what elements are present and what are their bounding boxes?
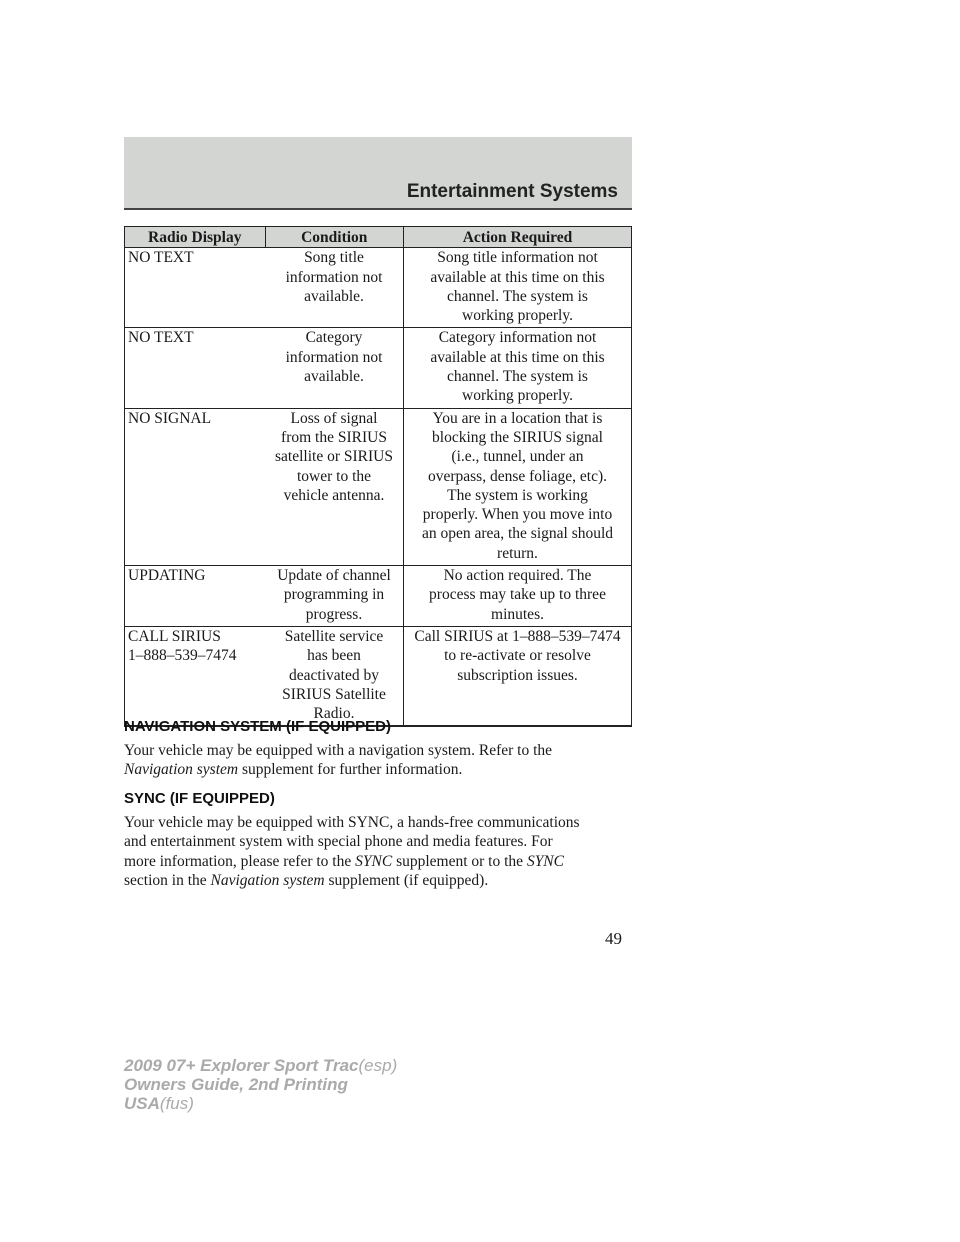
cell-line: working properly. [462, 307, 573, 325]
cell-line: No action required. The [443, 567, 592, 585]
cell-line: NO TEXT [128, 249, 194, 267]
condition-cell [265, 328, 404, 408]
cell-line: available. [304, 368, 364, 386]
radio-display-cell [125, 566, 266, 627]
sync-ref-1: SYNC [355, 852, 397, 870]
cell-line: to re-activate or resolve [444, 647, 591, 665]
section-header-band [124, 137, 632, 208]
table-row [125, 408, 632, 565]
sync-paragraph [124, 813, 644, 890]
radio-display-cell [125, 328, 266, 408]
column-header-action-required: Action Required [404, 227, 632, 248]
navigation-paragraph [124, 741, 644, 780]
table-row [125, 328, 632, 408]
cell-line: has been [307, 647, 361, 665]
cell-line: Song title [304, 249, 364, 267]
cell-line: Call SIRIUS at 1–888–539–7474 [414, 627, 621, 645]
footer-model-code: (esp) [358, 1056, 398, 1075]
table-row [125, 566, 632, 627]
cell-line: from the SIRIUS [281, 428, 387, 446]
cell-line: CALL SIRIUS [128, 627, 221, 645]
column-header-condition: Condition [265, 227, 404, 248]
footer-model: 2009 07+ Explorer Sport Trac [124, 1056, 359, 1075]
cell-line: progress. [305, 605, 363, 623]
cell-line: You are in a location that is [432, 409, 603, 427]
cell-line: an open area, the signal should [421, 525, 614, 543]
cell-line: minutes. [491, 605, 544, 623]
column-header-radio-display: Radio Display [125, 227, 266, 248]
table-row [125, 248, 632, 328]
cell-line: process may take up to three [429, 586, 606, 604]
action-required-cell [404, 328, 632, 408]
page-number: 49 [605, 929, 622, 948]
cell-line: information not [285, 268, 383, 286]
sync-line-2: and entertainment system with special phone and media features. For [124, 833, 553, 851]
header-rule [124, 208, 632, 210]
cell-line: blocking the SIRIUS signal [432, 428, 603, 446]
cell-line: properly. When you move into [422, 506, 613, 524]
sync-text-5: section in the [124, 871, 211, 889]
cell-line: Update of channel [277, 567, 391, 585]
footer-market-code: (fus) [159, 1094, 194, 1113]
cell-line: channel. The system is [447, 368, 588, 386]
cell-line: (i.e., tunnel, under an [451, 448, 584, 466]
radio-display-cell [125, 248, 266, 328]
footer-market: USA [124, 1094, 160, 1113]
cell-line: NO TEXT [128, 329, 194, 347]
sync-text-3: more information, please refer to the [124, 852, 356, 870]
cell-line: Loss of signal [290, 409, 378, 427]
cell-line: available. [304, 287, 364, 305]
cell-line: deactivated by [289, 666, 379, 684]
sync-text-6: supplement (if equipped). [328, 871, 489, 889]
cell-line: satellite or SIRIUS [275, 448, 393, 466]
cell-line: information not [285, 348, 383, 366]
cell-line: return. [497, 544, 538, 562]
cell-line: NO SIGNAL [128, 409, 212, 427]
cell-line: available at this time on this [430, 268, 605, 286]
cell-line: The system is working [447, 486, 588, 504]
section-title: Entertainment Systems [406, 181, 618, 202]
table-body [125, 248, 632, 727]
navigation-text-2: supplement for further information. [241, 761, 463, 779]
navigation-text-1: Your vehicle may be equipped with a navigation system. Refer to the [124, 742, 553, 759]
radio-display-cell [125, 626, 266, 726]
condition-cell [265, 248, 404, 328]
condition-cell [265, 408, 404, 565]
cell-line: available at this time on this [430, 348, 605, 366]
sync-line-1: Your vehicle may be equipped with SYNC, a hands-free communications [124, 814, 580, 831]
cell-line: channel. The system is [447, 287, 588, 305]
cell-line: tower to the [296, 467, 372, 485]
cell-line: Satellite service [284, 627, 384, 645]
cell-line: Category information not [438, 329, 597, 347]
sync-text-4: supplement or to the [396, 852, 527, 870]
cell-line: Category [305, 329, 363, 347]
sync-ref-2: SYNC [526, 852, 568, 870]
cell-line: Song title information not [437, 249, 598, 267]
sync-heading: SYNC (IF EQUIPPED) [124, 790, 275, 807]
footer-guide: Owners Guide, 2nd Printing [124, 1075, 348, 1094]
cell-line: Radio. [313, 705, 355, 723]
radio-display-cell [125, 408, 266, 565]
cell-line: SIRIUS Satellite [282, 685, 386, 703]
action-required-cell [404, 626, 632, 726]
action-required-cell [404, 408, 632, 565]
document-footer [124, 1056, 397, 1113]
sirius-display-table [124, 226, 632, 727]
condition-cell [265, 626, 404, 726]
cell-line: UPDATING [128, 567, 206, 585]
cell-line: vehicle antenna. [283, 486, 385, 504]
cell-line: working properly. [462, 387, 573, 405]
action-required-cell [404, 248, 632, 328]
navigation-system-ref: Navigation system [124, 761, 242, 779]
cell-line: 1–888–539–7474 [128, 647, 237, 665]
navigation-heading: NAVIGATION SYSTEM (IF EQUIPPED) [124, 718, 391, 735]
navigation-system-ref-2: Navigation system [210, 871, 329, 889]
action-required-cell [404, 566, 632, 627]
cell-line: programming in [283, 586, 385, 604]
condition-cell [265, 566, 404, 627]
cell-line: subscription issues. [457, 666, 578, 684]
cell-line: overpass, dense foliage, etc). [427, 467, 608, 485]
table-header-row [125, 227, 632, 248]
table-row [125, 626, 632, 726]
